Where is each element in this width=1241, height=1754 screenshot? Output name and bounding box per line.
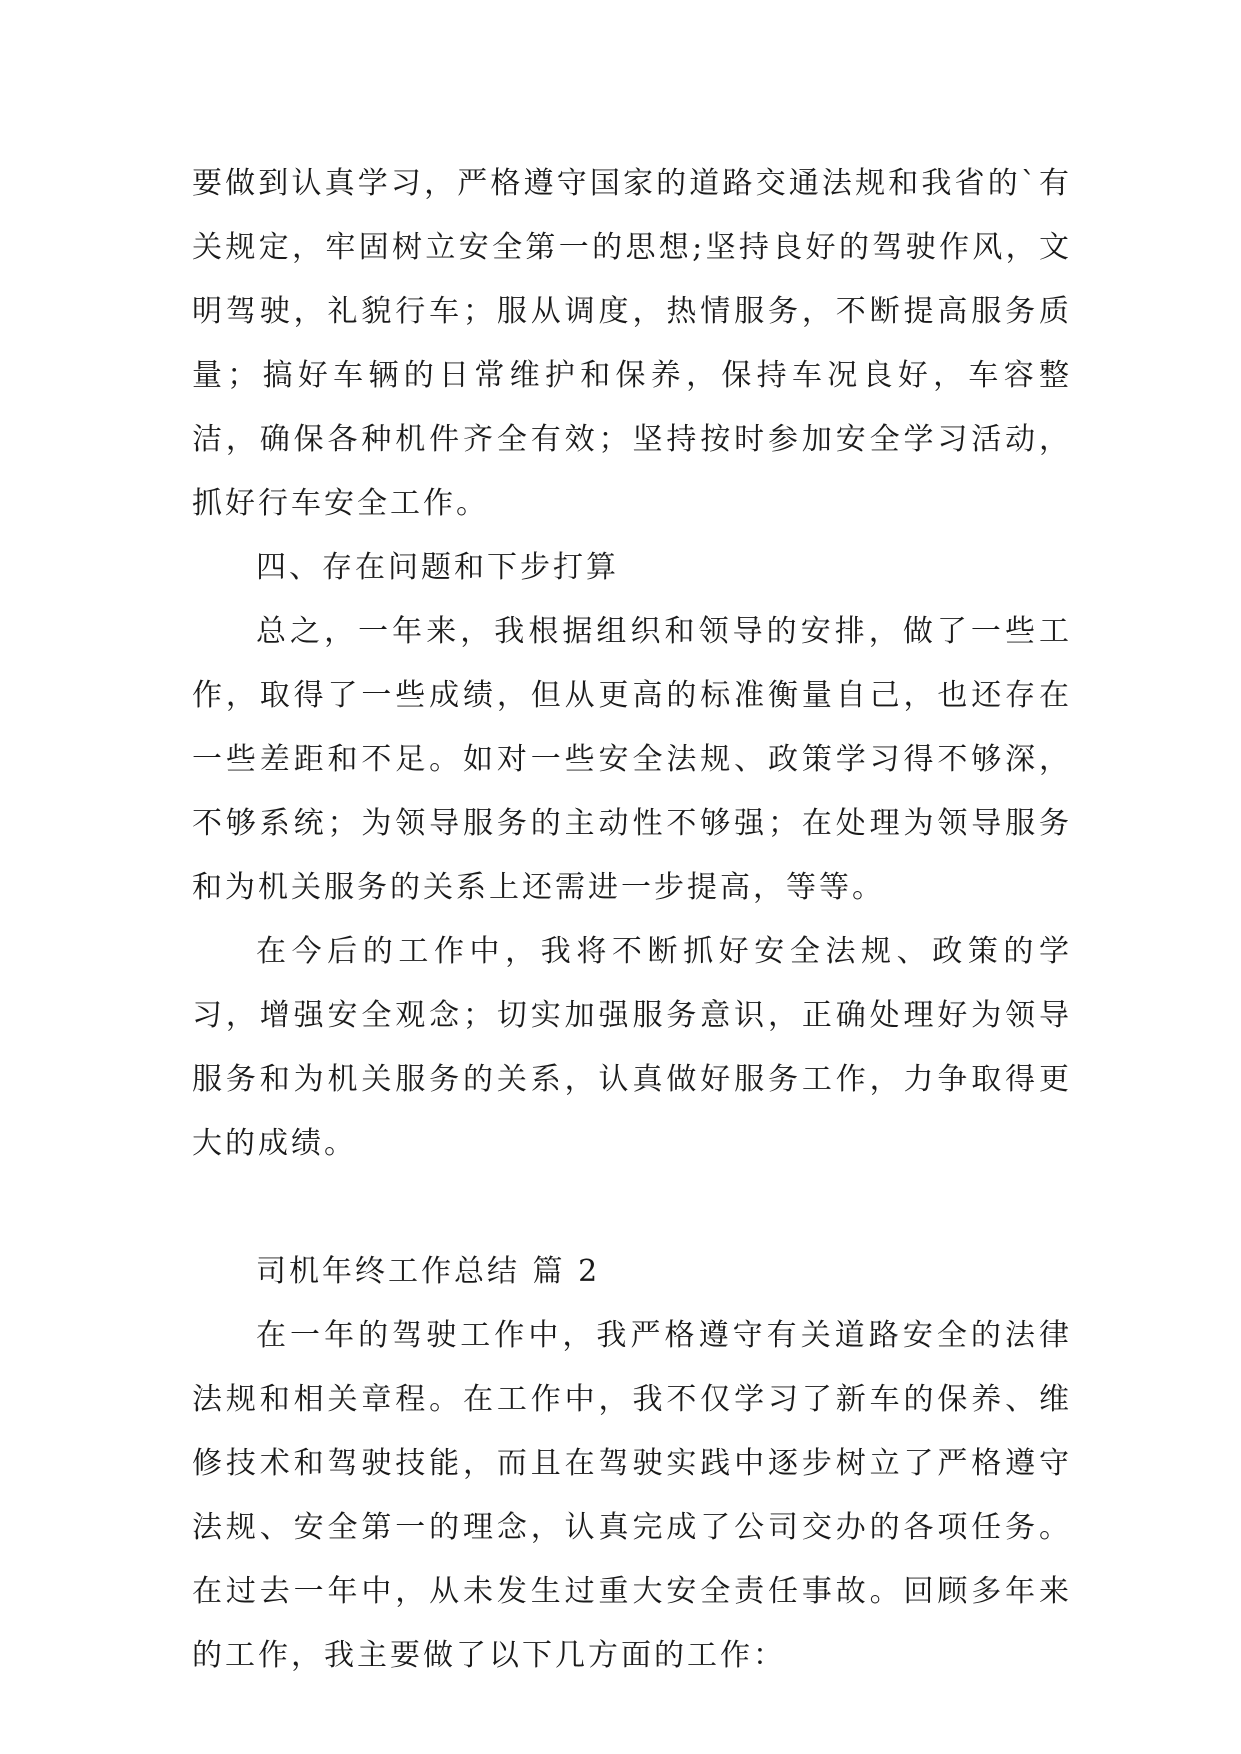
paragraph-intro: 在一年的驾驶工作中，我严格遵守有关道路安全的法律法规和相关章程。在工作中，我不仅学习了新车的保养、维修技术和驾驶技能，而且在驾驶实践中逐步树立了严格遵守法规、安全第一的理念，认真完成了公司交办的各项任务。在过去一年中，从未发生过重大安全责任事故。回顾多年来的工作，我主要做了以下几方面的工作：: [192, 1318, 1072, 1673]
paragraph-future-plans: 在今后的工作中，我将不断抓好安全法规、政策的学习，增强安全观念；切实加强服务意识，正确处理好为领导服务和为机关服务的关系，认真做好服务工作，力争取得更大的成绩。: [192, 934, 1072, 1161]
article-title: 司机年终工作总结 篇 2: [256, 1254, 601, 1289]
document-page: [192, 152, 1072, 1688]
section-heading: 四、存在问题和下步打算: [256, 550, 619, 585]
section-gap: [192, 1176, 1072, 1240]
paragraph-summary: 总之，一年来，我根据组织和领导的安排，做了一些工作，取得了一些成绩，但从更高的标准衡量自己，也还存在一些差距和不足。如对一些安全法规、政策学习得不够深，不够系统；为领导服务的主动性不够强；在处理为领导服务和为机关服务的关系上还需进一步提高，等等。: [192, 614, 1072, 905]
paragraph-continuation: 要做到认真学习，严格遵守国家的道路交通法规和我省的`有关规定，牢固树立安全第一的思想;坚持良好的驾驶作风，文明驾驶，礼貌行车；服从调度，热情服务，不断提高服务质量；搞好车辆的日常维护和保养，保持车况良好，车容整洁，确保各种机件齐全有效；坚持按时参加安全学习活动，抓好行车安全工作。: [192, 166, 1072, 521]
